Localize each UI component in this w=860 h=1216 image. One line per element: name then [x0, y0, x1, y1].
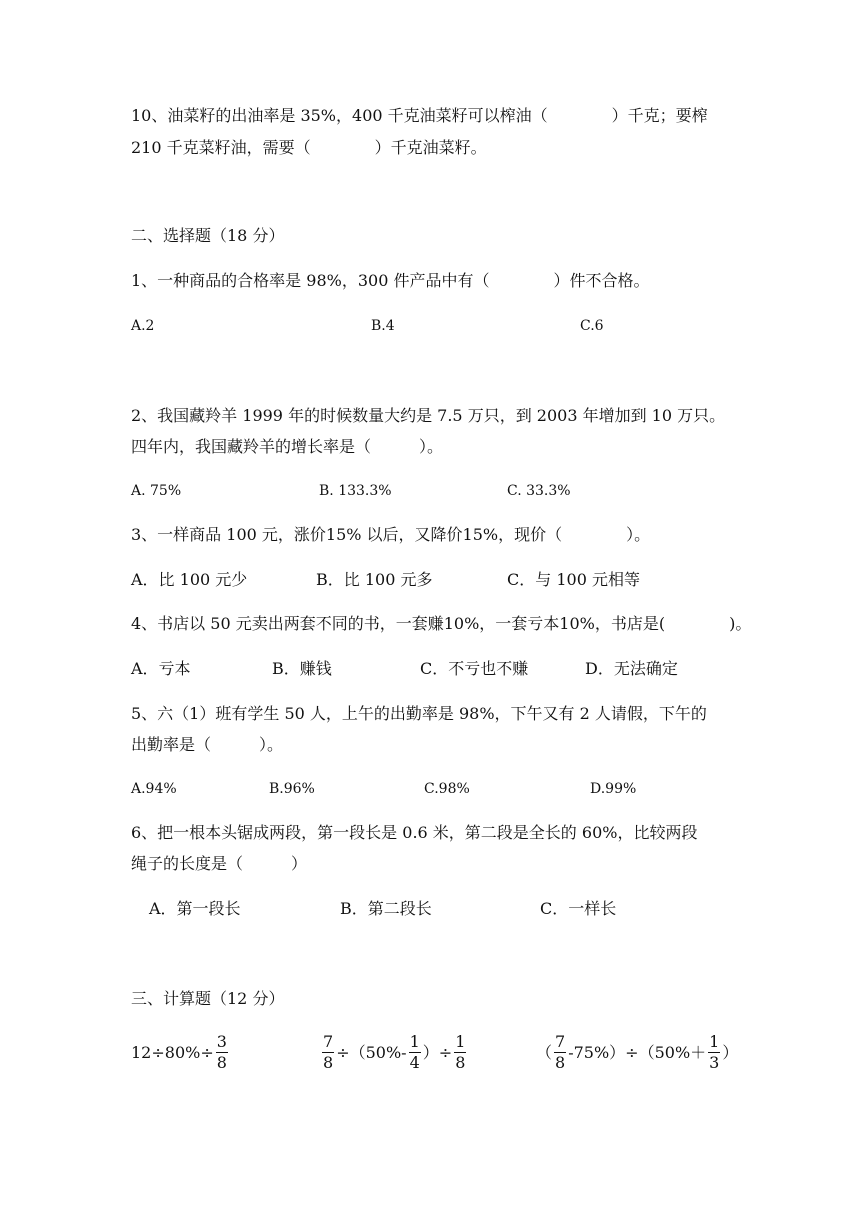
calc-expr1-prefix: 12÷80%÷ — [131, 1042, 214, 1062]
fraction-numerator: 1 — [455, 1032, 466, 1051]
fraction-numerator: 1 — [709, 1032, 720, 1051]
choice-q4-option-a: A．亏本 — [131, 659, 191, 678]
choice-q2-option-c: C. 33.3% — [507, 483, 571, 499]
choice-q5-option-b: B.96% — [269, 781, 315, 797]
fraction-numerator: 3 — [216, 1032, 227, 1051]
choice-q2-text-2: 四年内，我国藏羚羊的增长率是（ ）。 — [131, 437, 444, 456]
calc-expr3-fraction-1 — [554, 1032, 566, 1073]
choice-q1-option-c: C.6 — [580, 318, 604, 334]
fraction-denominator: 8 — [555, 1053, 566, 1072]
choice-q3-text: 3、一样商品 100 元，涨价15% 以后，又降价15%，现价（ ）。 — [131, 525, 651, 544]
choice-q6-text-1: 6、把一根本头锯成两段，第一段长是 0.6 米，第二段是全长的 60%，比较两段 — [131, 823, 698, 842]
calc-expr2-middle: ÷（50%- — [336, 1042, 407, 1062]
choice-q5-option-d: D.99% — [590, 781, 637, 797]
fraction-numerator: 7 — [555, 1032, 566, 1051]
calc-expr1-fraction — [216, 1032, 228, 1073]
section2-heading: 二、选择题（18 分） — [131, 226, 285, 245]
choice-q6-option-a: A．第一段长 — [149, 899, 241, 918]
fraction-denominator: 8 — [455, 1053, 466, 1072]
calc-expression-3 — [536, 1032, 738, 1073]
choice-q2-option-b: B. 133.3% — [319, 483, 392, 499]
calc-expr2-fraction-2 — [409, 1032, 421, 1073]
choice-q6-option-b: B．第二段长 — [340, 899, 432, 918]
choice-q3-option-c: C．与 100 元相等 — [507, 570, 640, 589]
choice-q4-option-c: C．不亏也不赚 — [420, 659, 529, 678]
choice-q6-text-2: 绳子的长度是（ ） — [131, 854, 308, 873]
choice-q1-text: 1、一种商品的合格率是 98%，300 件产品中有（ ）件不合格。 — [131, 271, 650, 290]
choice-q3-option-a: A．比 100 元少 — [131, 570, 248, 589]
choice-q2-text-1: 2、我国藏羚羊 1999 年的时候数量大约是 7.5 万只，到 2003 年增加到 10 万只。 — [131, 406, 726, 425]
section3-heading: 三、计算题（12 分） — [131, 989, 285, 1008]
q10-line-1: 10、油菜籽的出油率是 35%，400 千克油菜籽可以榨油（ ）千克；要榨 — [131, 106, 708, 125]
calc-expr2-fraction-1 — [322, 1032, 334, 1073]
calc-expr2-fraction-3 — [454, 1032, 466, 1073]
choice-q5-text-2: 出勤率是（ ）。 — [131, 735, 284, 754]
fraction-denominator: 4 — [409, 1053, 420, 1072]
fraction-denominator: 3 — [709, 1053, 720, 1072]
choice-q5-text-1: 5、六（1）班有学生 50 人，上午的出勤率是 98%，下午又有 2 人请假，下午的 — [131, 704, 707, 723]
choice-q4-text: 4、书店以 50 元卖出两套不同的书，一套赚10%，一套亏本10%，书店是( )。 — [131, 614, 752, 633]
calc-expr2-middle-2: ）÷ — [422, 1042, 453, 1062]
fraction-denominator: 8 — [323, 1053, 334, 1072]
fraction-numerator: 1 — [409, 1032, 420, 1051]
choice-q5-option-a: A.94% — [131, 781, 177, 797]
fraction-numerator: 7 — [323, 1032, 334, 1051]
choice-q1-option-a: A.2 — [131, 318, 155, 334]
calc-expr3-close: ） — [722, 1042, 739, 1062]
calc-expression-1 — [131, 1032, 230, 1073]
choice-q4-option-d: D．无法确定 — [585, 659, 678, 678]
choice-q4-option-b: B．赚钱 — [272, 659, 332, 678]
choice-q2-option-a: A. 75% — [131, 483, 182, 499]
calc-expr3-middle: -75%）÷（50%＋ — [568, 1042, 707, 1062]
calc-expression-2 — [320, 1032, 468, 1073]
calc-expr3-fraction-2 — [708, 1032, 720, 1073]
calc-expr3-open: （ — [536, 1042, 553, 1062]
choice-q3-option-b: B．比 100 元多 — [316, 570, 433, 589]
choice-q1-option-b: B.4 — [371, 318, 395, 334]
choice-q5-option-c: C.98% — [424, 781, 470, 797]
q10-line-2: 210 千克菜籽油，需要（ ）千克油菜籽。 — [131, 138, 487, 157]
choice-q6-option-c: C．一样长 — [540, 899, 617, 918]
fraction-denominator: 8 — [216, 1053, 227, 1072]
